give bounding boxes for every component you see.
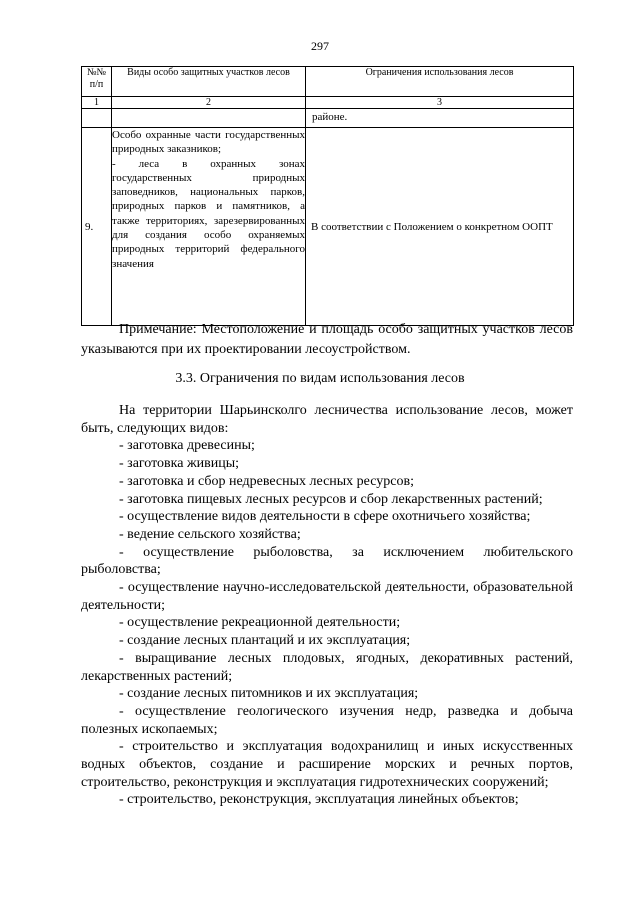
list-item: - строительство, реконструкция, эксплуатация линейных объектов; — [119, 792, 519, 808]
section-title: 3.3. Ограничения по видам использования лесов — [175, 371, 465, 386]
kinds-cell — [112, 128, 306, 326]
list-item: - осуществление рекреационной деятельности; — [119, 615, 401, 631]
table-row — [82, 128, 574, 326]
list-item: - ведение сельского хозяйства; — [119, 526, 301, 542]
continuation-empty-cell — [112, 109, 306, 128]
column-number: 1 — [82, 97, 112, 109]
list-item: - создание лесных плантаций и их эксплуатация; — [119, 633, 411, 649]
list-item: - осуществление рыболовства, за исключением любительского рыболовства; — [81, 544, 573, 578]
column-number: 3 — [306, 97, 574, 109]
list-item: - заготовка и сбор недревесных лесных ресурсов; — [119, 473, 414, 489]
table-header-row — [82, 67, 574, 97]
kinds-item: Особо охранные части государственных природных заказников; — [112, 129, 305, 156]
restriction-cell: В соответствии с Положением о конкретном ООПТ — [306, 128, 574, 326]
list-item: - осуществление научно-исследовательской деятельности, образовательной деятельности; — [81, 580, 573, 613]
list-item: - строительство и эксплуатация водохранилищ и иных искусственных водных объектов, создание и расширение морских и речных портов, строительство, реконструкция и эксплуатация гидротехнических сооружений; — [81, 739, 573, 790]
column-number: 2 — [112, 97, 306, 109]
body-text — [81, 402, 573, 809]
list-item: - создание лесных питомников и их эксплуатация; — [119, 686, 419, 702]
column-number-row — [82, 97, 574, 109]
list-item: - осуществление геологического изучения недр, разведка и добыча полезных ископаемых; — [81, 703, 573, 737]
list-item: - осуществление видов деятельности в сфере охотничьего хозяйства; — [119, 509, 531, 525]
list-item: - заготовка пищевых лесных ресурсов и сбор лекарственных растений; — [119, 491, 543, 507]
kinds-item: - леса в охранных зонах государственных природных заповедников, национальных парков, природных парков и памятников, а также территориях, зарезервированных для создания особо охраняемых природных территорий федерального значения — [112, 157, 305, 270]
page-number: 297 — [311, 39, 329, 53]
header-restrictions: Ограничения использования лесов — [306, 67, 574, 97]
list-item: - заготовка живицы; — [119, 456, 240, 472]
continuation-empty-cell — [82, 109, 112, 128]
list-item: - выращивание лесных плодовых, ягодных, декоративных растений, лекарственных растений; — [81, 650, 573, 684]
continuation-text: районе. — [306, 109, 574, 128]
list-item: - заготовка древесины; — [119, 438, 255, 454]
header-number: №№ п/п — [82, 67, 112, 97]
intro-paragraph: На территории Шарьинсколго лесничества использование лесов, может быть, следующих видов: — [81, 403, 573, 436]
row-number: 9. — [82, 128, 112, 326]
continuation-row — [82, 109, 574, 128]
forest-restrictions-table — [81, 66, 574, 326]
header-kinds: Виды особо защитных участков лесов — [112, 67, 306, 97]
table-note: Примечание: Местоположение и площадь особо защитных участков лесов указываются при их проектировании лесоустройством. — [81, 322, 573, 357]
